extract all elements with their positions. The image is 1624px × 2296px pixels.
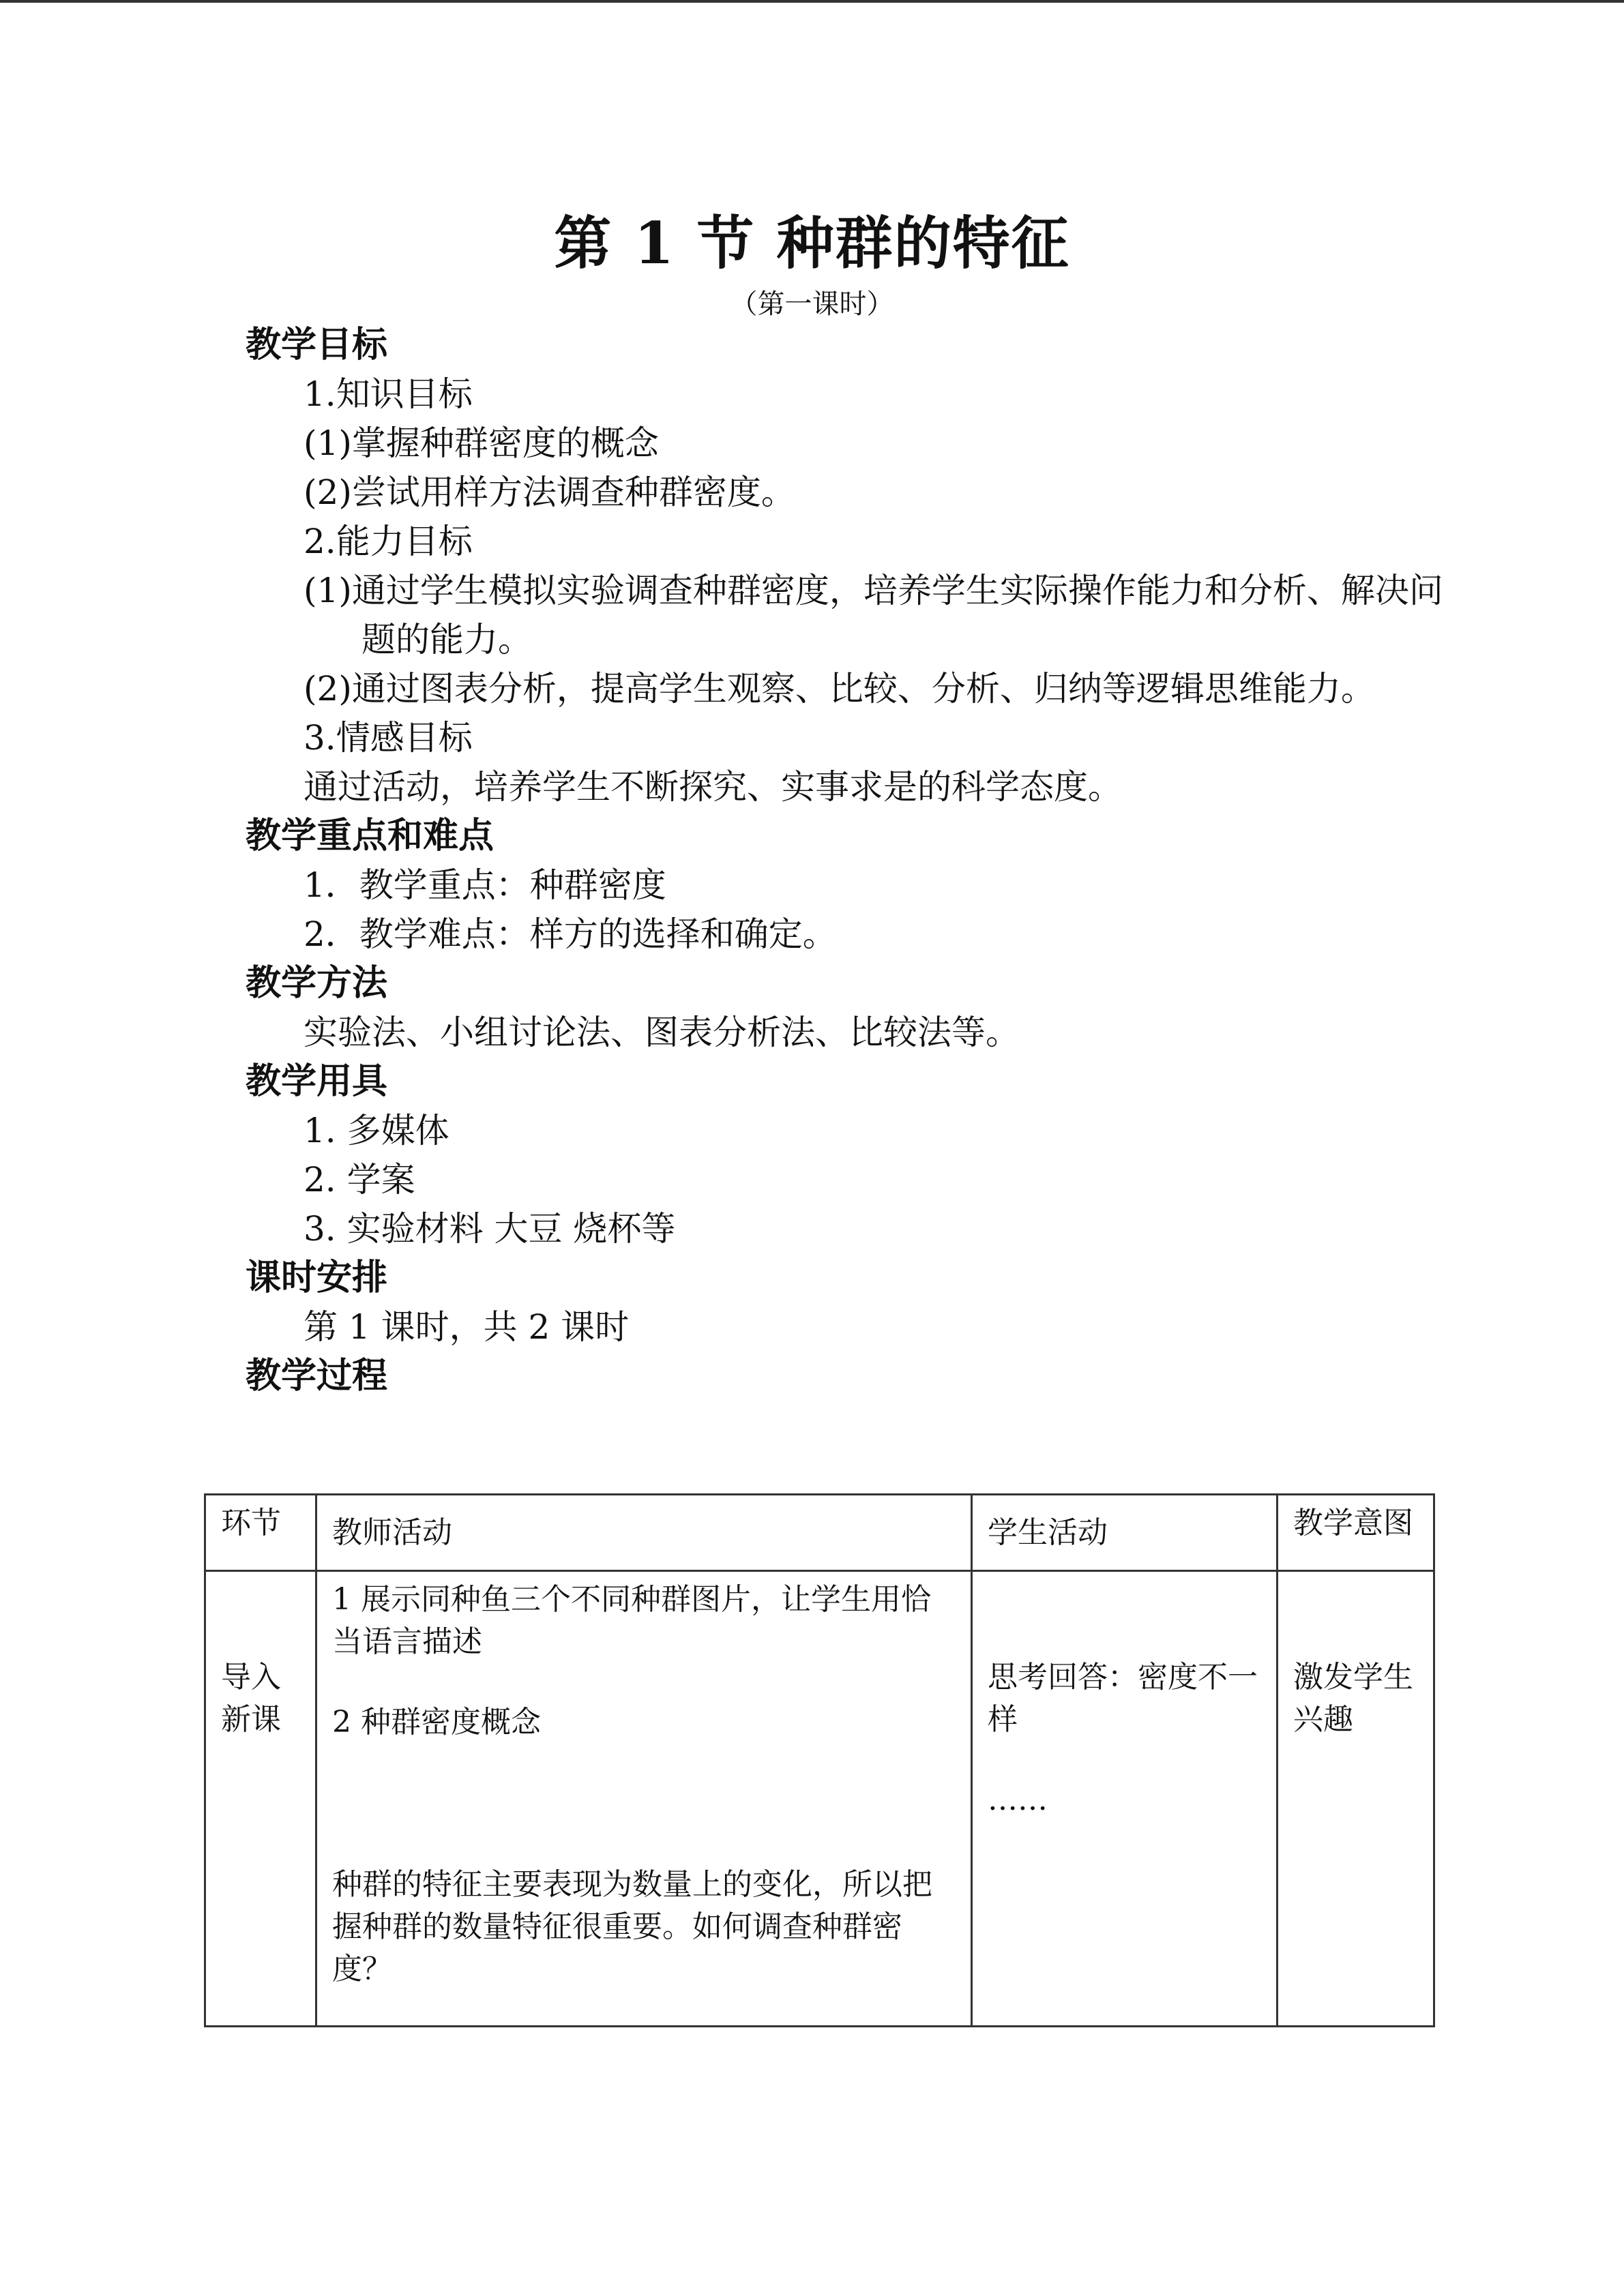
teacher-activity-3: 种群的特征主要表现为数量上的变化，所以把握种群的数量特征很重要。如何调查种群密度？ — [332, 1867, 932, 1986]
ability-objective-title: 2.能力目标 — [304, 522, 473, 561]
tools-heading: 教学用具 — [246, 1060, 388, 1102]
cell-stage — [205, 1571, 316, 2027]
methods-heading: 教学方法 — [246, 962, 388, 1004]
stage-text: 导入新课 — [221, 1660, 281, 1737]
header-teaching-intent: 教学意图 — [1278, 1495, 1434, 1571]
key-point-item: 2．教学难点：样方的选择和确定。 — [304, 914, 837, 954]
tool-item: 2. 学案 — [304, 1160, 415, 1199]
page-top-border — [0, 0, 1624, 3]
teacher-activity-2: 2 种群密度概念 — [332, 1705, 541, 1740]
emotion-objective-title: 3.情感目标 — [304, 718, 473, 758]
tool-item: 1. 多媒体 — [304, 1111, 449, 1150]
header-student-activity: 学生活动 — [972, 1495, 1278, 1571]
key-point-item: 1．教学重点：种群密度 — [304, 865, 666, 905]
schedule-heading: 课时安排 — [246, 1257, 388, 1298]
process-table — [204, 1493, 1435, 2027]
header-stage: 环节 — [205, 1495, 316, 1571]
table-header-row — [205, 1495, 1434, 1571]
objectives-heading: 教学目标 — [246, 324, 388, 366]
header-teacher-activity: 教师活动 — [316, 1495, 972, 1571]
cell-student-activity — [972, 1571, 1278, 2027]
ability-objective-item: (1)通过学生模拟实验调查种群密度，培养学生实际操作能力和分析、解决问题的能力。 — [304, 571, 1443, 659]
page-title: 第 1 节 种群的特征 — [554, 209, 1070, 277]
teaching-intent-text: 激发学生兴趣 — [1293, 1660, 1413, 1737]
cell-teaching-intent — [1278, 1571, 1434, 2027]
cell-teacher-activity — [316, 1571, 972, 2027]
student-activity-2: …… — [988, 1783, 1048, 1817]
knowledge-objective-title: 1.知识目标 — [304, 374, 473, 414]
methods-text: 实验法、小组讨论法、图表分析法、比较法等。 — [304, 1013, 1020, 1052]
student-activity-1: 思考回答：密度不一样 — [988, 1660, 1258, 1737]
key-points-heading: 教学重点和难点 — [246, 815, 494, 856]
ability-objective-item: (2)通过图表分析，提高学生观察、比较、分析、归纳等逻辑思维能力。 — [304, 669, 1375, 709]
table-row — [205, 1571, 1434, 2027]
lesson-plan-body — [246, 320, 1443, 1401]
teacher-activity-1: 1 展示同种鱼三个不同种群图片，让学生用恰当语言描述 — [332, 1582, 931, 1659]
knowledge-objective-item: (2)尝试用样方法调查种群密度。 — [304, 473, 795, 512]
schedule-text: 第 1 课时，共 2 课时 — [304, 1307, 630, 1347]
emotion-objective-text: 通过活动，培养学生不断探究、实事求是的科学态度。 — [304, 767, 1122, 807]
knowledge-objective-item: (1)掌握种群密度的概念 — [304, 423, 659, 463]
tool-item: 3. 实验材料 大豆 烧杯等 — [304, 1209, 676, 1249]
process-heading: 教学过程 — [246, 1355, 388, 1397]
page-subtitle: （第一课时） — [730, 288, 894, 320]
